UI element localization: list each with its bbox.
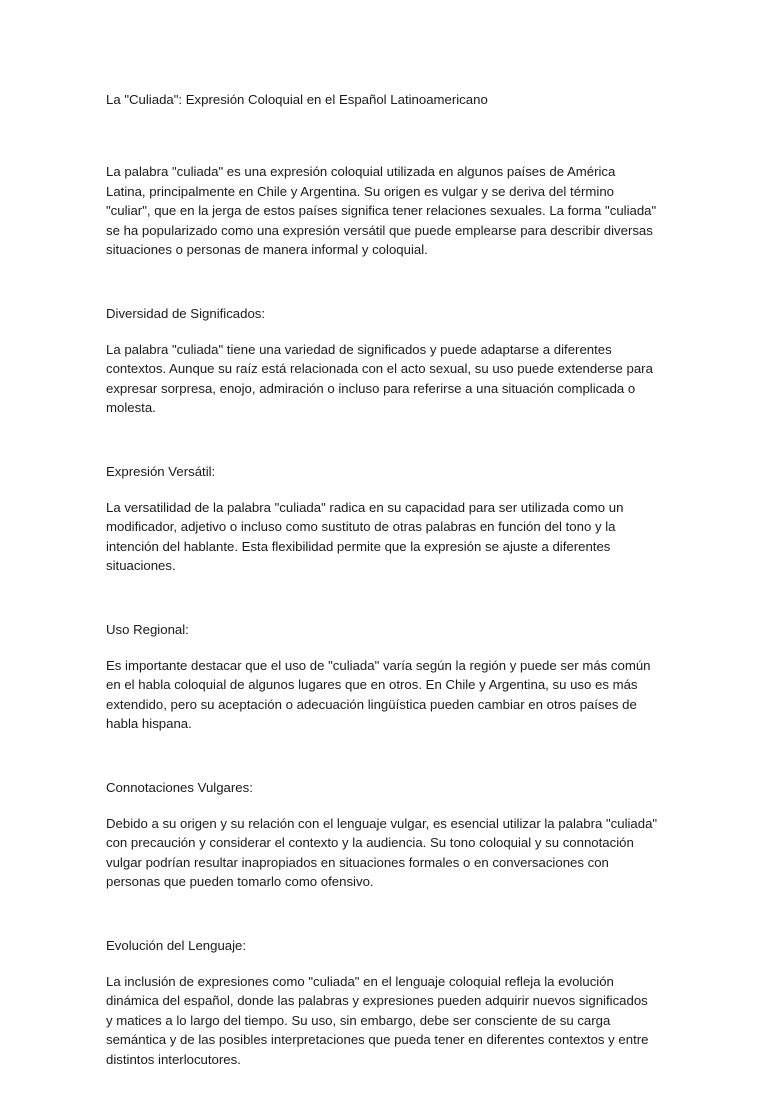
section-body: Debido a su origen y su relación con el lenguaje vulgar, es esencial utilizar la palabra "culiada" con precaución y considerar el contexto y la audiencia. Su tono coloquial y su connotación vulgar podrían resultar inapropiados en situaciones formales o en conversaciones con personas que pueden tomarlo como ofensivo. bbox=[106, 815, 658, 889]
section-connotaciones bbox=[106, 778, 658, 892]
section-diversidad bbox=[106, 304, 658, 418]
section-heading: Evolución del Lenguaje: bbox=[106, 937, 247, 953]
document-title: La "Culiada": Expresión Coloquial en el Español Latinoamericano bbox=[106, 92, 488, 107]
section-body: La inclusión de expresiones como "culiada" en el lenguaje coloquial refleja la evolución dinámica del español, donde las palabras y expresiones pueden adquirir nuevos significados y matices a lo largo del tiempo. Su uso, sin embargo, debe ser consciente de su carga semántica y de las posibles interpretaciones que pueda tener en diferentes contextos y entre distintos interlocutores. bbox=[106, 973, 649, 1067]
section-body: Es importante destacar que el uso de "culiada" varía según la región y puede ser más común en el habla coloquial de algunos lugares que en otros. En Chile y Argentina, su uso es más extendido, pero su aceptación o adecuación lingüística pueden cambiar en otros países de habla hispana. bbox=[106, 657, 651, 731]
document-page bbox=[106, 90, 658, 1113]
section-heading: Diversidad de Significados: bbox=[106, 305, 266, 321]
section-uso-regional bbox=[106, 620, 658, 734]
section-evolucion bbox=[106, 936, 658, 1070]
section-expresion-versatil bbox=[106, 462, 658, 576]
section-heading: Connotaciones Vulgares: bbox=[106, 779, 253, 795]
intro-paragraph: La palabra "culiada" es una expresión coloquial utilizada en algunos países de América Latina, principalmente en Chile y Argentina. Su origen es vulgar y se deriva del término "culiar", que en la jerga de estos países significa tener relaciones sexuales. La forma "culiada" se ha popularizado como una expresión versátil que puede emplearse para describir diversas situaciones o personas de manera informal y coloquial. bbox=[106, 164, 657, 257]
section-heading: Uso Regional: bbox=[106, 621, 189, 637]
section-body: La palabra "culiada" tiene una variedad de significados y puede adaptarse a diferentes contextos. Aunque su raíz está relacionada con el acto sexual, su uso puede extenderse para expresar sorpresa, enojo, admiración o incluso para referirse a una situación complicada o molesta. bbox=[106, 341, 653, 415]
section-heading: Expresión Versátil: bbox=[106, 463, 216, 479]
section-body: La versatilidad de la palabra "culiada" radica en su capacidad para ser utilizada como un modificador, adjetivo o incluso como sustituto de otras palabras en función del tono y la intención del hablante. Esta flexibilidad permite que la expresión se ajuste a diferentes situaciones. bbox=[106, 499, 624, 573]
